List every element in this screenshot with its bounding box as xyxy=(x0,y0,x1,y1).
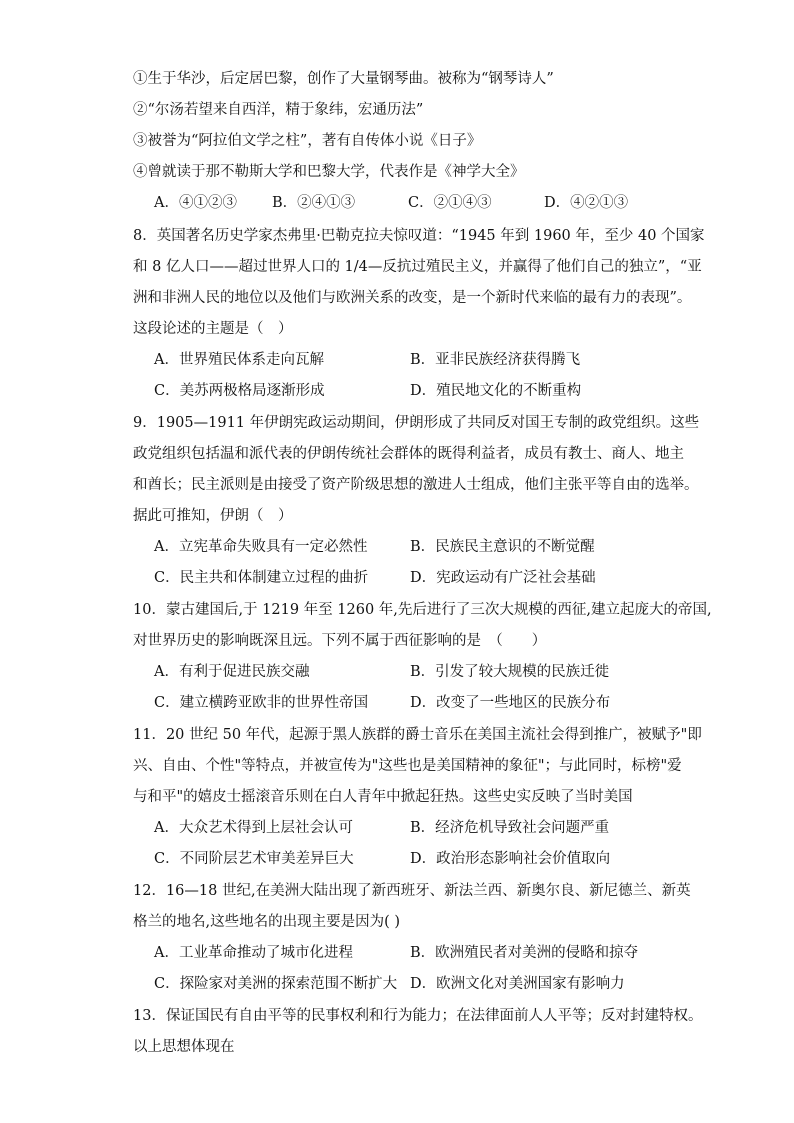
q9-stem-line-4: 据此可推知，伊朗（ ） xyxy=(133,508,293,524)
q10-option-d[interactable]: D．改变了一些地区的民族分布 xyxy=(410,695,611,711)
q10-option-c[interactable]: C．建立横跨亚欧非的世界性帝国 xyxy=(154,695,369,711)
q9-option-a[interactable]: A．立宪革命失败具有一定必然性 xyxy=(154,539,368,555)
q8-option-c[interactable]: C．美苏两极格局逐渐形成 xyxy=(154,383,325,399)
q10-options-row-1 xyxy=(154,660,654,682)
q9-options-row-1 xyxy=(154,535,654,557)
q11-option-c[interactable]: C．不同阶层艺术审美差异巨大 xyxy=(154,851,354,867)
q7-option-b[interactable]: B．②④①③ xyxy=(272,195,356,211)
q7-option-a[interactable]: A．④①②③ xyxy=(154,195,237,211)
q8-option-b[interactable]: B．亚非民族经济获得腾飞 xyxy=(410,352,581,368)
q12-option-d[interactable]: D．欧洲文化对美洲国家有影响力 xyxy=(410,976,625,992)
q10-stem-line-2: 对世界历史的影响既深且远。下列不属于西征影响的是 （ ） xyxy=(133,633,547,649)
q11-options-row-1 xyxy=(154,816,654,838)
q8-stem-line-4: 这段论述的主题是（ ） xyxy=(133,321,293,337)
q12-option-a[interactable]: A．工业革命推动了城市化进程 xyxy=(154,945,353,961)
q9-option-c[interactable]: C．民主共和体制建立过程的曲折 xyxy=(154,570,369,586)
q7-item-2: ②“尔汤若望来自西洋，精于象纬，宏通历法” xyxy=(133,102,424,118)
q7-item-4: ④曾就读于那不勒斯大学和巴黎大学，代表作是《神学大全》 xyxy=(133,164,525,180)
q10-option-a[interactable]: A．有利于促进民族交融 xyxy=(154,664,310,680)
q8-stem-line-2: 和 8 亿人口——超过世界人口的 1/4—反抗过殖民主义，并赢得了他们自己的独立”，“亚 xyxy=(133,259,702,275)
q11-option-a[interactable]: A．大众艺术得到上层社会认可 xyxy=(154,820,353,836)
q8-options-row-1 xyxy=(154,348,654,370)
q8-option-d[interactable]: D．殖民地文化的不断重构 xyxy=(410,383,582,399)
q13-stem-line-1: 13．保证国民有自由平等的民事权利和行为能力；在法律面前人人平等；反对封建特权。 xyxy=(133,1008,703,1024)
q10-option-b[interactable]: B．引发了较大规模的民族迁徙 xyxy=(410,664,610,680)
q8-options-row-2 xyxy=(154,379,654,401)
q7-item-3: ③被誉为“阿拉伯文学之柱”，著有自传体小说《日子》 xyxy=(133,133,482,149)
q7-options xyxy=(154,191,654,213)
q11-option-b[interactable]: B．经济危机导致社会问题严重 xyxy=(410,820,610,836)
q11-stem-line-3: 与和平"的嬉皮士摇滚音乐则在白人青年中掀起狂热。这些史实反映了当时美国 xyxy=(133,789,633,805)
q7-option-d[interactable]: D．④②①③ xyxy=(544,195,629,211)
q11-option-d[interactable]: D．政治形态影响社会价值取向 xyxy=(410,851,611,867)
q7-item-1: ①生于华沙，后定居巴黎，创作了大量钢琴曲。被称为“钢琴诗人” xyxy=(133,71,554,87)
q12-option-c[interactable]: C．探险家对美洲的探索范围不断扩大 xyxy=(154,976,398,992)
q12-options-row-2 xyxy=(154,972,654,994)
q11-stem-line-1: 11．20 世纪 50 年代，起源于黑人族群的爵士音乐在美国主流社会得到推广，被赋予"即 xyxy=(133,727,702,743)
q8-option-a[interactable]: A．世界殖民体系走向瓦解 xyxy=(154,352,324,368)
q12-option-b[interactable]: B．欧洲殖民者对美洲的侵略和掠夺 xyxy=(410,945,639,961)
q12-stem-line-1: 12．16—18 世纪,在美洲大陆出现了新西班牙、新法兰西、新奥尔良、新尼德兰、新英 xyxy=(133,883,691,899)
q9-stem-line-2: 政党组织包括温和派代表的伊朗传统社会群体的既得利益者，成员有教士、商人、地主 xyxy=(133,446,684,462)
q12-stem-line-2: 格兰的地名,这些地名的出现主要是因为( ) xyxy=(133,914,401,930)
q10-stem-line-1: 10．蒙古建国后,于 1219 年至 1260 年,先后进行了三次大规模的西征,建立起庞大的帝国, xyxy=(133,602,712,618)
q10-options-row-2 xyxy=(154,691,654,713)
q9-stem-line-1: 9．1905—1911 年伊朗宪政运动期间，伊朗形成了共同反对国王专制的政党组织。这些 xyxy=(133,415,700,431)
q7-option-c[interactable]: C．②①④③ xyxy=(408,195,492,211)
q12-options-row-1 xyxy=(154,941,654,963)
q11-stem-line-2: 兴、自由、个性"等特点，并被宣传为"这些也是美国精神的象征"；与此同时，标榜"爱 xyxy=(133,758,682,774)
q8-stem-line-1: 8．英国著名历史学家杰弗里·巴勒克拉夫惊叹道：“1945 年到 1960 年，至少 40 个国家 xyxy=(133,228,705,244)
q11-options-row-2 xyxy=(154,847,654,869)
q8-stem-line-3: 洲和非洲人民的地位以及他们与欧洲关系的改变，是一个新时代来临的最有力的表现”。 xyxy=(133,290,692,306)
q13-stem-line-2: 以上思想体现在 xyxy=(133,1039,235,1055)
q9-option-b[interactable]: B．民族民主意识的不断觉醒 xyxy=(410,539,595,555)
q9-option-d[interactable]: D．宪政运动有广泛社会基础 xyxy=(410,570,596,586)
q9-options-row-2 xyxy=(154,566,654,588)
q9-stem-line-3: 和酋长；民主派则是由接受了资产阶级思想的激进人士组成，他们主张平等自由的选举。 xyxy=(133,477,699,493)
